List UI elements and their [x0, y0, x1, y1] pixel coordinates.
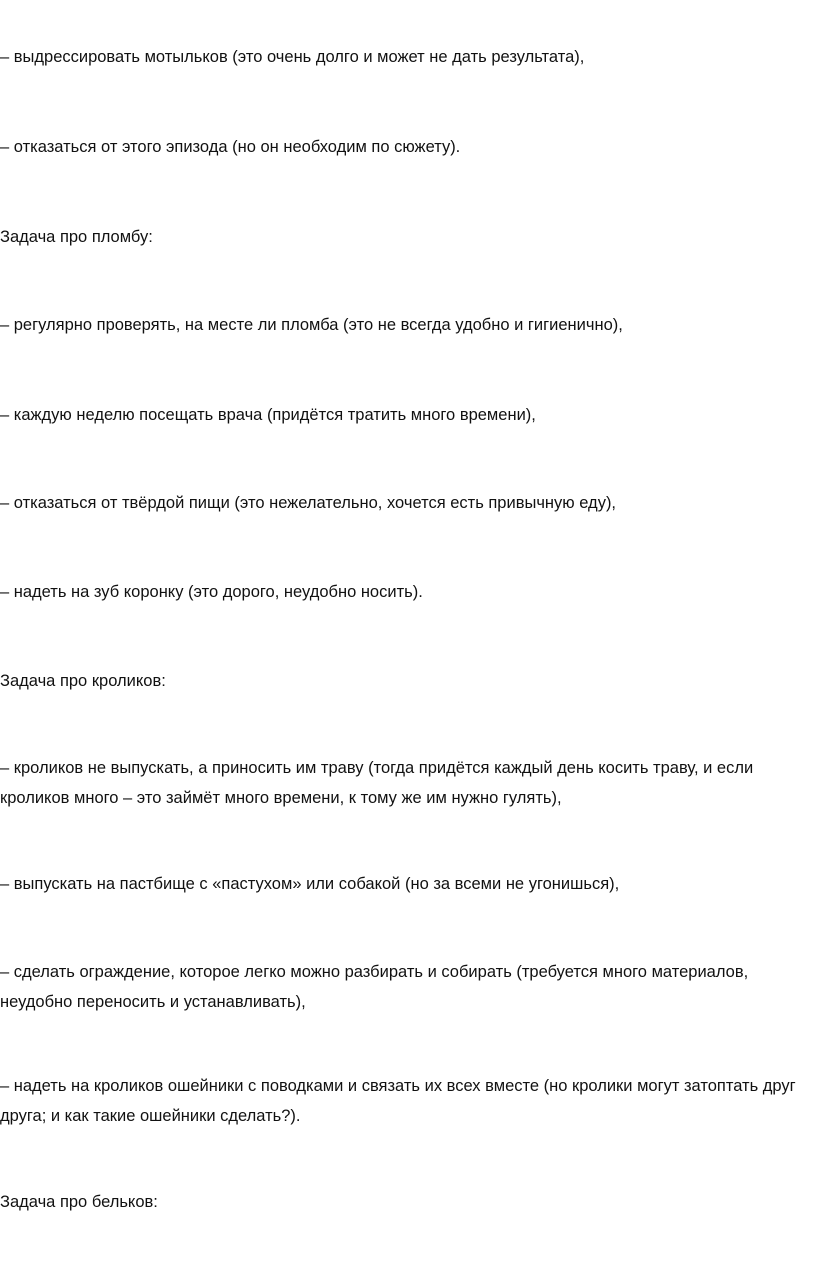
list-item-train-moths: – выдрессировать мотыльков (это очень долго и может не дать результата),	[0, 48, 585, 66]
list-item-tooth-crown: – надеть на зуб коронку (это дорого, неудобно носить).	[0, 583, 423, 601]
list-item-bring-grass: – кроликов не выпускать, а приносить им траву (тогда придётся каждый день косить траву, и если кроликов много – это займёт много времени, к тому же им нужно гулять),	[0, 759, 754, 807]
section-heading-rabbits: Задача про кроликов:	[0, 672, 166, 690]
list-item-check-filling: – регулярно проверять, на месте ли пломба (это не всегда удобно и гигиенично),	[0, 316, 623, 334]
list-item-drop-episode: – отказаться от этого эпизода (но он необходим по сюжету).	[0, 138, 461, 156]
list-item-visit-doctor: – каждую неделю посещать врача (придётся тратить много времени),	[0, 406, 536, 424]
list-item-fence: – сделать ограждение, которое легко можно разбирать и собирать (требуется много материалов, неудобно переносить и устанавливать),	[0, 963, 749, 1011]
list-item-collars: – надеть на кроликов ошейники с поводками и связать их всех вместе (но кролики могут затоптать друг друга; и как такие ошейники сделать?).	[0, 1077, 796, 1125]
section-heading-seal-pups: Задача про бельков:	[0, 1193, 158, 1211]
section-heading-filling: Задача про пломбу:	[0, 228, 153, 246]
list-item-avoid-solid-food: – отказаться от твёрдой пищи (это нежелательно, хочется есть привычную еду),	[0, 494, 617, 512]
list-item-shepherd-dog: – выпускать на пастбище с «пастухом» или собакой (но за всеми не угонишься),	[0, 875, 620, 893]
